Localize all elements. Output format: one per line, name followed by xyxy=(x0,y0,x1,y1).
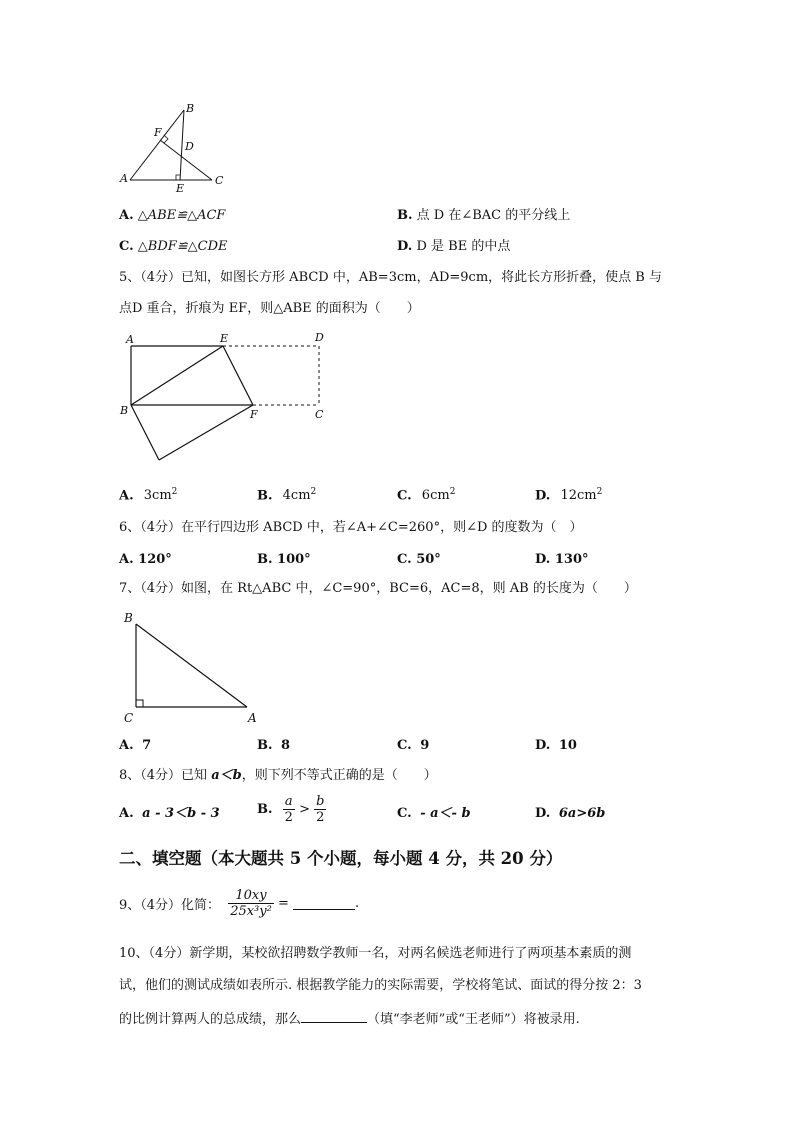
segment-be xyxy=(131,346,223,405)
fraction-denominator: 25x³y² xyxy=(230,904,272,919)
q4-option-d[interactable] xyxy=(397,237,510,257)
label-f: F xyxy=(250,408,258,421)
option-key: D. xyxy=(535,806,551,821)
q10-line1: 10、（4分）新学期，某校欲招聘数学教师一名，对两名候选老师进行了两项基本素质的测 xyxy=(119,946,632,961)
q5-figure xyxy=(112,328,342,468)
fraction-b-over-2 xyxy=(314,794,326,825)
option-key: C. xyxy=(397,552,412,567)
q4-option-a[interactable] xyxy=(119,206,225,226)
right-angle-mark-f xyxy=(164,135,168,143)
relation-symbol: > xyxy=(299,802,310,817)
option-text: 130° xyxy=(554,552,589,567)
q4-option-c[interactable] xyxy=(119,237,228,257)
option-text: 4cm xyxy=(282,488,311,504)
segment-ab xyxy=(136,624,247,707)
q8-option-c[interactable] xyxy=(397,804,471,824)
option-key: C. xyxy=(397,488,412,504)
q5-option-b[interactable] xyxy=(257,482,316,506)
option-key: A. xyxy=(119,208,134,223)
label-e: E xyxy=(176,182,185,195)
q7-option-c[interactable] xyxy=(397,736,429,756)
label-a: A xyxy=(126,333,134,346)
option-key: A. xyxy=(119,806,134,821)
q9-answer-blank[interactable] xyxy=(293,909,355,910)
q5-option-d[interactable] xyxy=(535,482,602,506)
option-text: a - 3＜b - 3 xyxy=(142,806,220,821)
option-key: B. xyxy=(257,802,273,817)
segment-cf-folded xyxy=(159,405,253,460)
option-text: 点 D 在∠BAC 的平分线上 xyxy=(416,208,571,223)
option-key: A. xyxy=(119,738,134,753)
q7-figure xyxy=(112,606,272,730)
option-text: 6cm xyxy=(421,488,450,504)
option-sup: 2 xyxy=(310,487,317,497)
label-e: E xyxy=(220,332,229,345)
q10-line2: 试，他们的测试成绩如表所示. 根据教学能力的实际需要，学校将笔试、面试的得分按 2：3 xyxy=(119,978,642,993)
option-text: 120° xyxy=(138,552,172,567)
option-text: 8 xyxy=(281,738,291,753)
option-key: D. xyxy=(535,738,551,753)
option-key: D. xyxy=(397,239,413,254)
label-d: D xyxy=(185,140,194,153)
q7-option-d[interactable] xyxy=(535,736,577,756)
option-key: C. xyxy=(119,239,134,254)
q9-fraction xyxy=(228,888,274,919)
option-text: 9 xyxy=(420,738,430,753)
option-text: - a＜- b xyxy=(420,806,471,821)
q7-text: 7、（4分）如图，在 Rt△ABC 中，∠C=90°，BC=6，AC=8，则 AB 的长度为（ ） xyxy=(119,581,637,596)
option-text: 100° xyxy=(277,552,311,567)
option-key: C. xyxy=(397,806,412,821)
label-b: B xyxy=(120,404,129,417)
q10-line3 xyxy=(119,1008,580,1030)
section-heading: 二、填空题（本大题共 5 个小题，每小题 4 分，共 20 分） xyxy=(119,849,563,868)
option-sup: 2 xyxy=(449,487,456,497)
option-text: △BDF≌△CDE xyxy=(137,239,228,254)
q5-option-a[interactable] xyxy=(119,482,177,506)
label-b: B xyxy=(124,611,133,625)
option-text: 10 xyxy=(558,738,577,753)
option-text: 7 xyxy=(142,738,152,753)
label-b: B xyxy=(186,102,195,115)
option-key: B. xyxy=(257,552,273,567)
q8-option-d[interactable] xyxy=(535,804,605,824)
option-key: A. xyxy=(119,552,134,567)
equals-sign: = xyxy=(277,896,289,911)
q8-option-a[interactable] xyxy=(119,804,220,824)
segment-bc-folded xyxy=(131,405,159,460)
q5-option-c[interactable] xyxy=(397,482,455,506)
q9-prefix: 9、（4分）化简： xyxy=(119,898,221,913)
q8-text xyxy=(119,766,437,786)
q8-text-prefix: 8、（4分）已知 xyxy=(119,768,212,783)
q8-option-b[interactable] xyxy=(257,794,326,825)
q5-text-line1: 5、（4分）已知，如图长方形 ABCD 中，AB=3cm，AD=9cm，将此长方形折叠，使点 B 与 xyxy=(119,270,662,285)
option-text: D 是 BE 的中点 xyxy=(416,239,511,254)
q4-option-b[interactable] xyxy=(397,206,570,226)
right-angle-mark-c xyxy=(136,700,143,707)
q7-option-b[interactable] xyxy=(257,736,290,756)
label-a: A xyxy=(248,711,257,725)
option-key: B. xyxy=(257,488,273,504)
label-f: F xyxy=(154,126,162,139)
q8-text-suffix: ，则下列不等式正确的是（ ） xyxy=(241,768,437,783)
q10-line3-prefix: 的比例计算两人的总成绩，那么 xyxy=(119,1012,302,1027)
q6-option-a[interactable] xyxy=(119,550,172,570)
fraction-numerator: 10xy xyxy=(228,888,274,904)
label-c: C xyxy=(124,711,134,725)
q10-answer-blank[interactable] xyxy=(301,1008,367,1023)
option-text: 6a>6b xyxy=(558,806,606,821)
option-key: A. xyxy=(119,488,134,504)
option-key: D. xyxy=(535,488,551,504)
fraction-a-over-2 xyxy=(283,794,295,825)
q6-option-d[interactable] xyxy=(535,550,589,570)
option-sup: 2 xyxy=(596,487,603,497)
q9-text xyxy=(119,888,359,919)
fraction-denominator: 2 xyxy=(316,810,325,825)
segment-be xyxy=(180,110,184,180)
option-sup: 2 xyxy=(171,487,178,497)
label-d: D xyxy=(315,331,324,344)
segment-ab xyxy=(130,110,184,180)
option-key: B. xyxy=(257,738,273,753)
option-key: D. xyxy=(535,552,551,567)
q6-option-c[interactable] xyxy=(397,550,441,570)
q9-end: . xyxy=(355,896,360,911)
q6-text: 6、（4分）在平行四边形 ABCD 中，若∠A+∠C=260°，则∠D 的度数为（ ） xyxy=(119,520,583,535)
fraction-denominator: 2 xyxy=(284,810,293,825)
option-text: 3cm xyxy=(143,488,172,504)
fraction-numerator: b xyxy=(316,794,325,809)
label-a: A xyxy=(120,172,128,185)
fraction-numerator: a xyxy=(283,794,295,810)
q4-figure xyxy=(112,100,232,196)
q8-condition: a＜b xyxy=(211,768,242,783)
q10-line3-suffix: （填“李老师”或“王老师”）将被录用. xyxy=(367,1012,580,1027)
option-text: △ABE≌△ACF xyxy=(137,208,226,223)
option-key: C. xyxy=(397,738,412,753)
label-c: C xyxy=(215,174,224,187)
option-key: B. xyxy=(397,208,413,223)
right-angle-mark-e xyxy=(176,175,180,180)
q5-text-line2: 点D 重合，折痕为 EF，则△ABE 的面积为（ ） xyxy=(119,301,420,316)
label-c: C xyxy=(315,408,324,421)
option-text: 12cm xyxy=(560,488,597,504)
q6-option-b[interactable] xyxy=(257,550,311,570)
option-text: 50° xyxy=(416,552,441,567)
segment-ef xyxy=(223,346,253,405)
q7-option-a[interactable] xyxy=(119,736,151,756)
